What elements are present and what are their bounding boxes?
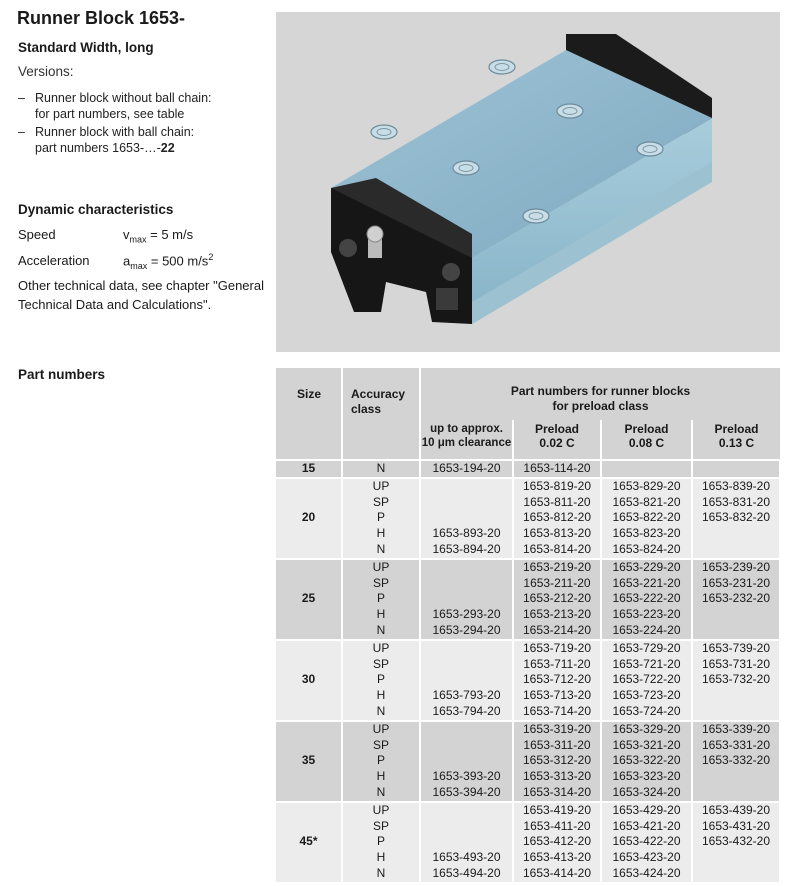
accuracy-cell: H bbox=[342, 688, 420, 704]
part-number-cell bbox=[420, 834, 513, 850]
part-number-cell: 1653-823-20 bbox=[601, 526, 692, 542]
table-row bbox=[276, 460, 780, 478]
part-number-cell: 1653-794-20 bbox=[420, 704, 513, 721]
accuracy-cell: N bbox=[342, 785, 420, 802]
accuracy-cell: N bbox=[342, 623, 420, 640]
part-number-cell: 1653-731-20 bbox=[692, 657, 780, 673]
part-number-cell: 1653-211-20 bbox=[513, 576, 601, 592]
part-number-cell: 1653-821-20 bbox=[601, 495, 692, 511]
part-numbers-table bbox=[276, 368, 780, 882]
part-number-cell: 1653-312-20 bbox=[513, 753, 601, 769]
table-row bbox=[276, 866, 780, 882]
part-numbers-heading: Part numbers bbox=[18, 367, 106, 382]
part-number-cell: 1653-713-20 bbox=[513, 688, 601, 704]
part-number-cell bbox=[420, 819, 513, 835]
part-number-cell: 1653-722-20 bbox=[601, 672, 692, 688]
part-number-cell bbox=[692, 607, 780, 623]
acceleration-value: = 500 m/s bbox=[147, 253, 209, 269]
runner-block-image bbox=[276, 12, 780, 352]
speed-value: = 5 m/s bbox=[146, 227, 194, 242]
part-number-cell bbox=[420, 640, 513, 657]
part-number-cell bbox=[692, 526, 780, 542]
accuracy-cell: H bbox=[342, 607, 420, 623]
version-item: – Runner block without ball chain: for part numbers, see table bbox=[18, 91, 212, 121]
size-cell: 25 bbox=[276, 559, 342, 640]
accuracy-cell: UP bbox=[342, 559, 420, 576]
table-row bbox=[276, 850, 780, 866]
part-number-cell: 1653-339-20 bbox=[692, 721, 780, 738]
size-cell: 20 bbox=[276, 478, 342, 559]
part-number-cell: 1653-422-20 bbox=[601, 834, 692, 850]
part-number-cell: 1653-394-20 bbox=[420, 785, 513, 802]
part-number-cell: 1653-811-20 bbox=[513, 495, 601, 511]
part-number-cell: 1653-814-20 bbox=[513, 542, 601, 559]
part-number-cell: 1653-719-20 bbox=[513, 640, 601, 657]
table-row bbox=[276, 769, 780, 785]
part-number-cell: 1653-412-20 bbox=[513, 834, 601, 850]
part-number-cell: 1653-294-20 bbox=[420, 623, 513, 640]
size-cell: 45* bbox=[276, 802, 342, 882]
table-row bbox=[276, 785, 780, 802]
table-row bbox=[276, 721, 780, 738]
col-header-preload-013: Preload 0.13 C bbox=[692, 420, 780, 460]
accuracy-cell: SP bbox=[342, 576, 420, 592]
dynamic-heading: Dynamic characteristics bbox=[18, 202, 174, 217]
table-row bbox=[276, 688, 780, 704]
part-number-cell: 1653-721-20 bbox=[601, 657, 692, 673]
part-number-cell bbox=[601, 460, 692, 478]
part-number-cell bbox=[420, 721, 513, 738]
part-number-cell: 1653-114-20 bbox=[513, 460, 601, 478]
part-number-cell: 1653-712-20 bbox=[513, 672, 601, 688]
part-number-cell: 1653-411-20 bbox=[513, 819, 601, 835]
table-row bbox=[276, 657, 780, 673]
part-number-cell bbox=[420, 591, 513, 607]
part-number-cell: 1653-239-20 bbox=[692, 559, 780, 576]
page-title: Runner Block 1653- bbox=[17, 8, 186, 28]
part-number-cell: 1653-893-20 bbox=[420, 526, 513, 542]
part-number-cell bbox=[692, 866, 780, 882]
part-number-cell bbox=[692, 704, 780, 721]
table-row bbox=[276, 640, 780, 657]
part-number-cell: 1653-213-20 bbox=[513, 607, 601, 623]
table-row bbox=[276, 607, 780, 623]
part-number-cell: 1653-429-20 bbox=[601, 802, 692, 819]
accuracy-cell: P bbox=[342, 753, 420, 769]
part-number-cell bbox=[420, 753, 513, 769]
part-number-cell: 1653-894-20 bbox=[420, 542, 513, 559]
accuracy-cell: SP bbox=[342, 819, 420, 835]
part-number-cell: 1653-729-20 bbox=[601, 640, 692, 657]
part-number-cell: 1653-313-20 bbox=[513, 769, 601, 785]
part-number-cell: 1653-414-20 bbox=[513, 866, 601, 882]
accuracy-cell: N bbox=[342, 866, 420, 882]
table-row bbox=[276, 495, 780, 511]
part-number-cell: 1653-813-20 bbox=[513, 526, 601, 542]
part-number-cell: 1653-319-20 bbox=[513, 721, 601, 738]
part-number-cell: 1653-323-20 bbox=[601, 769, 692, 785]
table-row bbox=[276, 819, 780, 835]
part-number-cell: 1653-724-20 bbox=[601, 704, 692, 721]
col-header-preload-008: Preload 0.08 C bbox=[601, 420, 692, 460]
accuracy-cell: P bbox=[342, 834, 420, 850]
accuracy-cell: UP bbox=[342, 640, 420, 657]
part-number-cell: 1653-293-20 bbox=[420, 607, 513, 623]
part-number-cell: 1653-219-20 bbox=[513, 559, 601, 576]
table-row bbox=[276, 753, 780, 769]
part-number-cell: 1653-711-20 bbox=[513, 657, 601, 673]
col-header-accuracy: Accuracy class bbox=[342, 368, 420, 460]
part-number-cell: 1653-419-20 bbox=[513, 802, 601, 819]
speed-row: Speed $v_{max} = 5$ m/s bbox=[18, 227, 194, 245]
part-number-cell bbox=[420, 738, 513, 754]
part-number-cell bbox=[420, 510, 513, 526]
part-number-cell bbox=[420, 559, 513, 576]
col-header-size: Size bbox=[276, 368, 342, 460]
part-number-cell bbox=[420, 672, 513, 688]
table-row bbox=[276, 672, 780, 688]
acceleration-row: Acceleration $a_{max} = 500$ $m/s^2$ bbox=[18, 252, 214, 271]
part-number-cell: 1653-824-20 bbox=[601, 542, 692, 559]
accuracy-cell: N bbox=[342, 542, 420, 559]
part-number-cell bbox=[420, 495, 513, 511]
part-number-cell: 1653-819-20 bbox=[513, 478, 601, 495]
part-number-cell: 1653-214-20 bbox=[513, 623, 601, 640]
part-number-cell: 1653-439-20 bbox=[692, 802, 780, 819]
speed-label: Speed bbox=[18, 227, 56, 242]
accuracy-cell: H bbox=[342, 850, 420, 866]
part-number-cell: 1653-812-20 bbox=[513, 510, 601, 526]
part-number-cell bbox=[692, 623, 780, 640]
part-number-cell: 1653-831-20 bbox=[692, 495, 780, 511]
part-number-cell bbox=[420, 478, 513, 495]
part-number-cell: 1653-223-20 bbox=[601, 607, 692, 623]
part-number-cell bbox=[692, 785, 780, 802]
part-number-cell: 1653-194-20 bbox=[420, 460, 513, 478]
part-number-cell: 1653-822-20 bbox=[601, 510, 692, 526]
part-number-cell bbox=[420, 657, 513, 673]
part-number-cell: 1653-793-20 bbox=[420, 688, 513, 704]
versions-list bbox=[18, 90, 268, 158]
accuracy-cell: N bbox=[342, 704, 420, 721]
part-number-cell: 1653-332-20 bbox=[692, 753, 780, 769]
part-number-cell: 1653-432-20 bbox=[692, 834, 780, 850]
technical-data-note: Other technical data, see chapter "General Technical Data and Calculations". bbox=[18, 278, 264, 312]
size-cell: 15 bbox=[276, 460, 342, 478]
accuracy-cell: H bbox=[342, 526, 420, 542]
part-number-cell: 1653-431-20 bbox=[692, 819, 780, 835]
accuracy-cell: SP bbox=[342, 657, 420, 673]
col-header-part-numbers: Part numbers for runner blocks for preload class bbox=[420, 368, 780, 420]
accuracy-cell: H bbox=[342, 769, 420, 785]
part-number-cell: 1653-314-20 bbox=[513, 785, 601, 802]
part-number-cell bbox=[692, 769, 780, 785]
accuracy-cell: UP bbox=[342, 478, 420, 495]
part-number-cell bbox=[692, 688, 780, 704]
part-number-cell: 1653-321-20 bbox=[601, 738, 692, 754]
table-row bbox=[276, 802, 780, 819]
col-header-clearance: up to approx. 10 μm clearance bbox=[420, 420, 513, 460]
part-number-cell: 1653-224-20 bbox=[601, 623, 692, 640]
table-row bbox=[276, 510, 780, 526]
part-number-cell: 1653-424-20 bbox=[601, 866, 692, 882]
part-number-cell: 1653-723-20 bbox=[601, 688, 692, 704]
accuracy-cell: P bbox=[342, 510, 420, 526]
accuracy-cell: N bbox=[342, 460, 420, 478]
accuracy-cell: UP bbox=[342, 721, 420, 738]
part-number-cell: 1653-393-20 bbox=[420, 769, 513, 785]
part-number-cell: 1653-732-20 bbox=[692, 672, 780, 688]
version-item: – Runner block with ball chain: part numbers 1653-…-22 bbox=[18, 125, 195, 155]
table-row bbox=[276, 623, 780, 640]
part-number-cell: 1653-739-20 bbox=[692, 640, 780, 657]
part-number-cell bbox=[692, 542, 780, 559]
part-number-cell: 1653-423-20 bbox=[601, 850, 692, 866]
table-row bbox=[276, 738, 780, 754]
part-number-cell: 1653-232-20 bbox=[692, 591, 780, 607]
part-number-cell: 1653-714-20 bbox=[513, 704, 601, 721]
part-number-cell: 1653-324-20 bbox=[601, 785, 692, 802]
acceleration-label: Acceleration bbox=[18, 253, 90, 269]
part-number-cell: 1653-222-20 bbox=[601, 591, 692, 607]
table-row bbox=[276, 704, 780, 721]
accuracy-cell: SP bbox=[342, 738, 420, 754]
size-cell: 35 bbox=[276, 721, 342, 802]
versions-label: Versions: bbox=[18, 64, 74, 79]
accuracy-cell: P bbox=[342, 672, 420, 688]
part-number-cell: 1653-829-20 bbox=[601, 478, 692, 495]
runner-block-illustration bbox=[276, 12, 780, 352]
part-number-cell: 1653-231-20 bbox=[692, 576, 780, 592]
part-number-cell: 1653-421-20 bbox=[601, 819, 692, 835]
part-number-cell: 1653-494-20 bbox=[420, 866, 513, 882]
table-row bbox=[276, 559, 780, 576]
part-number-cell: 1653-229-20 bbox=[601, 559, 692, 576]
part-number-cell: 1653-331-20 bbox=[692, 738, 780, 754]
table-row bbox=[276, 542, 780, 559]
col-header-preload-002: Preload 0.02 C bbox=[513, 420, 601, 460]
part-number-cell: 1653-212-20 bbox=[513, 591, 601, 607]
part-number-cell: 1653-322-20 bbox=[601, 753, 692, 769]
part-number-cell: 1653-832-20 bbox=[692, 510, 780, 526]
part-number-cell: 1653-221-20 bbox=[601, 576, 692, 592]
part-number-cell bbox=[420, 576, 513, 592]
table-row bbox=[276, 526, 780, 542]
part-number-cell: 1653-311-20 bbox=[513, 738, 601, 754]
part-number-cell bbox=[692, 460, 780, 478]
part-number-cell: 1653-413-20 bbox=[513, 850, 601, 866]
part-number-cell: 1653-329-20 bbox=[601, 721, 692, 738]
part-number-cell: 1653-839-20 bbox=[692, 478, 780, 495]
accuracy-cell: P bbox=[342, 591, 420, 607]
part-number-cell bbox=[692, 850, 780, 866]
table-row bbox=[276, 591, 780, 607]
part-number-cell bbox=[420, 802, 513, 819]
accuracy-cell: SP bbox=[342, 495, 420, 511]
table-row bbox=[276, 478, 780, 495]
table-row bbox=[276, 834, 780, 850]
accuracy-cell: UP bbox=[342, 802, 420, 819]
table-row bbox=[276, 576, 780, 592]
size-cell: 30 bbox=[276, 640, 342, 721]
page-subtitle: Standard Width, long bbox=[18, 40, 154, 55]
part-number-cell: 1653-493-20 bbox=[420, 850, 513, 866]
